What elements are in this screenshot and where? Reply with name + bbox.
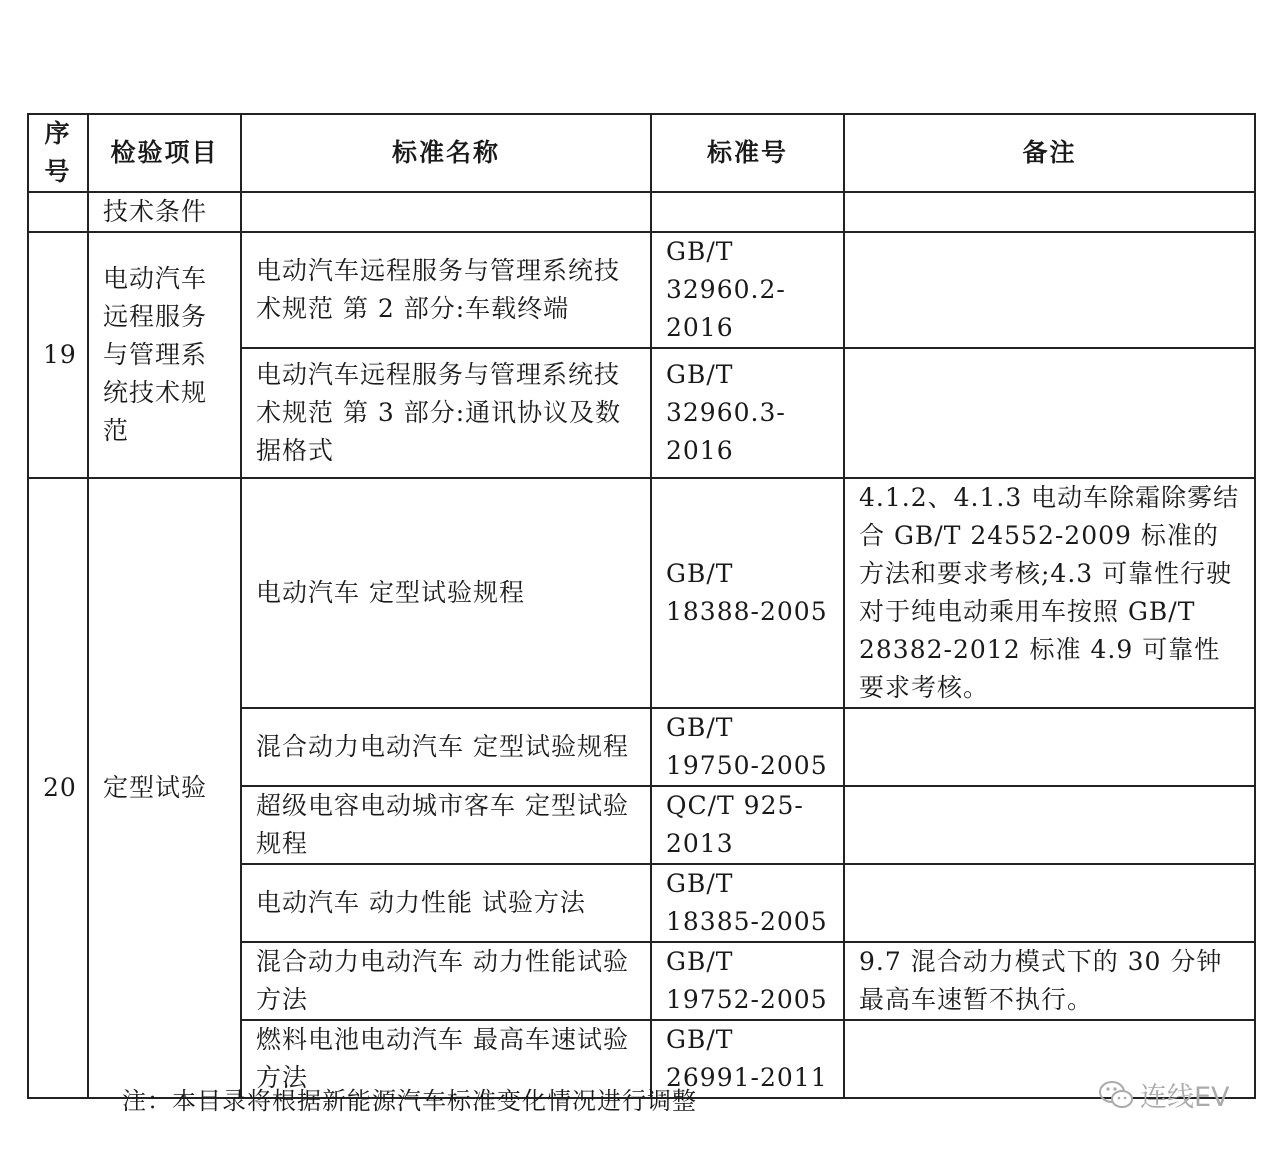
remark-cell: 9.7 混合动力模式下的 30 分钟最高车速暂不执行。: [844, 942, 1255, 1020]
header-item: 检验项目: [88, 114, 241, 192]
header-number: 标准号: [651, 114, 844, 192]
number-cell: QC/T 925-2013: [651, 786, 844, 864]
header-seq: 序号: [28, 114, 88, 192]
table-row: [28, 232, 1255, 348]
number-cell: GB/T 32960.2-2016: [651, 232, 844, 348]
number-cell: GB/T 19750-2005: [651, 708, 844, 786]
seq-cell: 19: [28, 232, 88, 478]
number-cell: GB/T 18385-2005: [651, 864, 844, 942]
footnote: 注：本目录将根据新能源汽车标准变化情况进行调整: [122, 1087, 697, 1115]
remark-cell: [844, 192, 1255, 232]
name-cell: 电动汽车远程服务与管理系统技术规范 第 3 部分:通讯协议及数据格式: [241, 348, 651, 478]
item-cell: 电动汽车远程服务与管理系统技术规范: [88, 232, 241, 478]
item-cell: 定型试验: [88, 478, 241, 1098]
name-cell: [241, 192, 651, 232]
seq-cell: 20: [28, 478, 88, 1098]
name-cell: 电动汽车 定型试验规程: [241, 478, 651, 708]
name-cell: 混合动力电动汽车 动力性能试验方法: [241, 942, 651, 1020]
header-remark: 备注: [844, 114, 1255, 192]
standards-table: [27, 113, 1256, 1099]
remark-cell: [844, 232, 1255, 348]
remark-cell: 4.1.2、4.1.3 电动车除霜除雾结合 GB/T 24552-2009 标准的方法和要求考核;4.3 可靠性行驶对于纯电动乘用车按照 GB/T 28382-2012 标准 4.9 可靠性要求考核。: [844, 478, 1255, 708]
wechat-icon: [1098, 1079, 1134, 1111]
table-row: [28, 478, 1255, 708]
name-cell: 燃料电池电动汽车 最高车速试验方法: [241, 1020, 651, 1098]
remark-cell: [844, 864, 1255, 942]
name-cell: 电动汽车 动力性能 试验方法: [241, 864, 651, 942]
watermark: [1098, 1075, 1230, 1114]
number-cell: GB/T 19752-2005: [651, 942, 844, 1020]
item-cell: 技术条件: [88, 192, 241, 232]
watermark-text: 连线EV: [1140, 1082, 1230, 1113]
number-cell: GB/T 26991-2011: [651, 1020, 844, 1098]
number-cell: [651, 192, 844, 232]
header-name: 标准名称: [241, 114, 651, 192]
name-cell: 超级电容电动城市客车 定型试验规程: [241, 786, 651, 864]
seq-cell: [28, 192, 88, 232]
remark-cell: [844, 708, 1255, 786]
name-cell: 混合动力电动汽车 定型试验规程: [241, 708, 651, 786]
name-cell: 电动汽车远程服务与管理系统技术规范 第 2 部分:车载终端: [241, 232, 651, 348]
remark-cell: [844, 348, 1255, 478]
header-row: [28, 114, 1255, 192]
table-row: [28, 192, 1255, 232]
number-cell: GB/T 18388-2005: [651, 478, 844, 708]
remark-cell: [844, 786, 1255, 864]
number-cell: GB/T 32960.3-2016: [651, 348, 844, 478]
